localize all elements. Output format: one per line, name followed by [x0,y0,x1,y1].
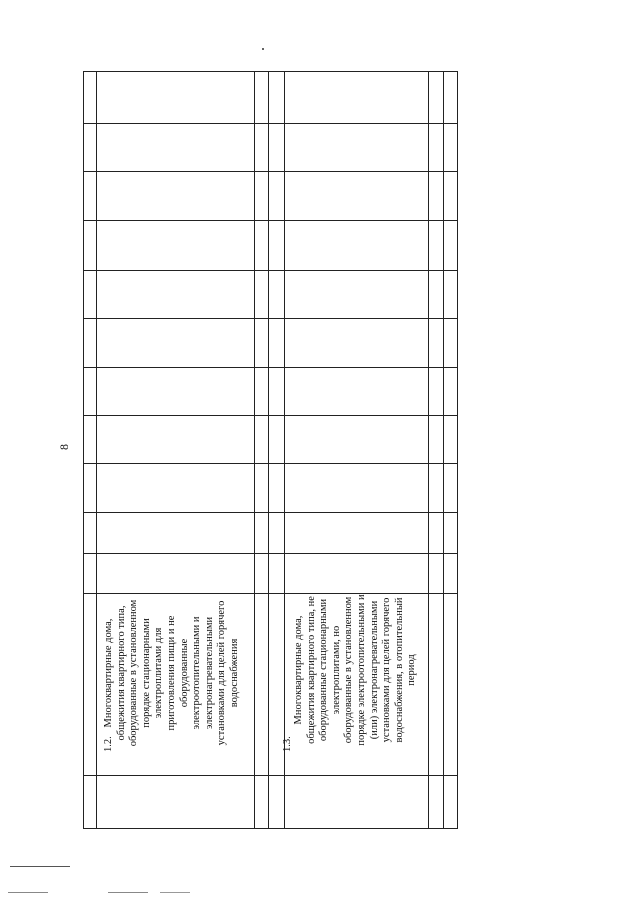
row-line [84,367,457,368]
scan-speck [262,48,264,50]
col-line [254,72,255,828]
row-line [84,553,457,554]
tariff-table [83,71,458,829]
scan-mark [10,866,70,867]
scan-mark [160,892,190,893]
row-line [84,775,457,776]
col-line [268,72,269,828]
row-line [84,220,457,221]
row-line [84,318,457,319]
scan-mark [108,892,148,893]
row-line [84,415,457,416]
row-number: 1.2. [103,736,114,752]
col-line [443,72,444,828]
scan-mark [8,892,48,893]
col-line [428,72,429,828]
row-line [84,512,457,513]
row-line [84,171,457,172]
page-number: 8 [57,444,71,450]
row-description: Многоквартирные дома, общежития квартирного типа, оборудованные в установленном порядке стационарными электроплитами для приготовления пищи и не оборудованные электроотопительными и электронагревательными установками для целей горячего водоснабжения [103,599,240,747]
row-line [84,270,457,271]
row-description: Многоквартирные дома, общежития квартирного типа, не оборудованные стационарными электроплитами, но оборудованные в установленном порядке электроотопительными и (или) электронагревательными установками для целей горячего водоснабжения, в отопительный период [293,594,418,746]
row-line [84,463,457,464]
row-line [84,123,457,124]
row-number: 1.3. [282,736,293,752]
col-line [96,72,97,828]
